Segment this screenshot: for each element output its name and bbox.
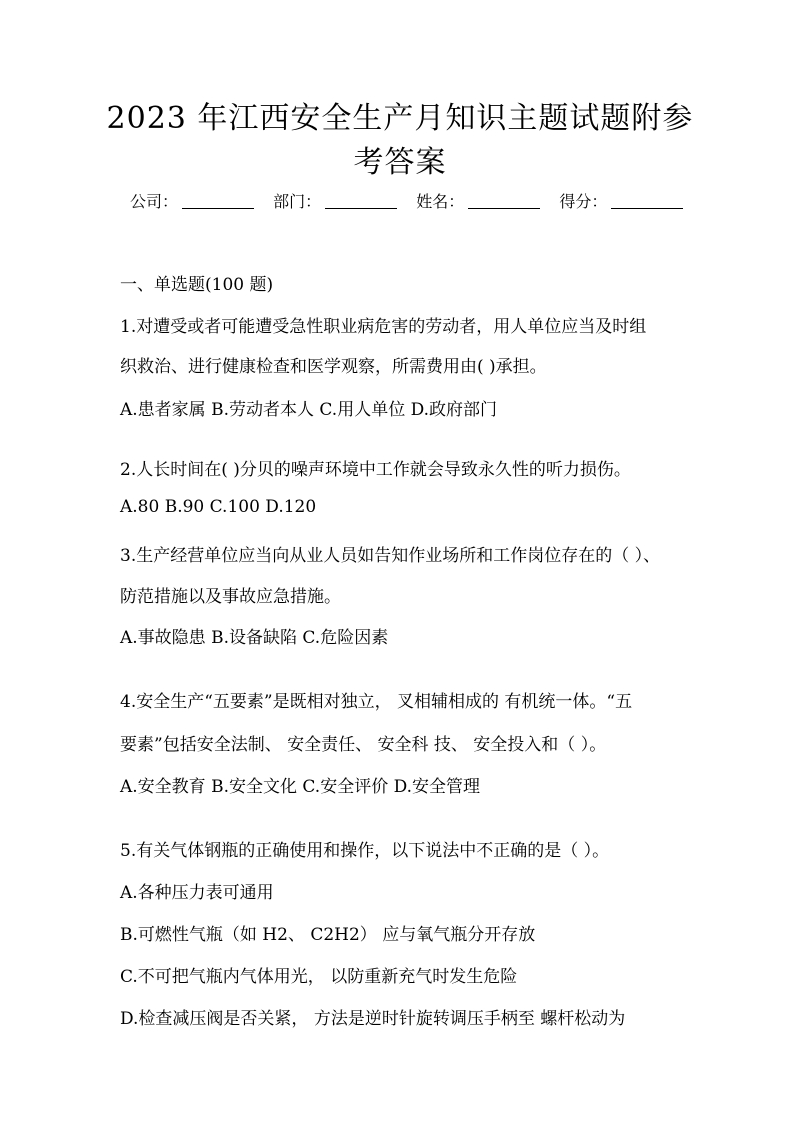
q4-text-line-1: 4.安全生产“五要素”是既相对独立， 叉相辅相成的 有机统一体。“五 <box>120 692 633 712</box>
q5-option-c: C.不可把气瓶内气体用光， 以防重新充气时发生危险 <box>120 967 518 987</box>
department-label: 部门： <box>273 192 322 211</box>
company-blank <box>182 194 254 209</box>
score-blank <box>611 194 683 209</box>
name-blank <box>468 194 540 209</box>
q3-text-line-2: 防范措施以及事故应急措施。 <box>120 587 341 607</box>
info-fields <box>130 192 690 212</box>
score-field <box>559 192 683 212</box>
q1-text-line-1: 1.对遭受或者可能遭受急性职业病危害的劳动者，用人单位应当及时组 <box>120 317 647 337</box>
q1-options: A.患者家属 B.劳动者本人 C.用人单位 D.政府部门 <box>120 400 498 420</box>
q5-option-d: D.检查减压阀是否关紧， 方法是逆时针旋转调压手柄至 螺杆松动为 <box>120 1009 626 1029</box>
department-blank <box>325 194 397 209</box>
q4-text-line-2: 要素”包括安全法制、 安全责任、 安全科 技、 安全投入和（ ）。 <box>120 735 607 755</box>
q3-options: A.事故隐患 B.设备缺陷 C.危险因素 <box>120 628 389 648</box>
q4-options: A.安全教育 B.安全文化 C.安全评价 D.安全管理 <box>120 777 481 797</box>
score-label: 得分： <box>559 192 608 211</box>
department-field <box>273 192 397 212</box>
document-title-line-2: 考答案 <box>353 145 447 180</box>
name-label: 姓名： <box>416 192 465 211</box>
name-field <box>416 192 540 212</box>
q2-options: A.80 B.90 C.100 D.120 <box>120 497 317 517</box>
company-label: 公司： <box>130 192 179 211</box>
q2-text: 2.人长时间在( )分贝的噪声环境中工作就会导致永久性的听力损伤。 <box>120 460 631 480</box>
q5-option-b: B.可燃性气瓶（如 H2、 C2H2） 应与氧气瓶分开存放 <box>120 925 536 945</box>
q1-text-line-2: 织救治、进行健康检查和医学观察，所需费用由( )承担。 <box>120 357 547 377</box>
document-title-line-1: 2023 年江西安全生产月知识主题试题附参 <box>106 101 694 136</box>
q3-text-line-1: 3.生产经营单位应当向从业人员如告知作业场所和工作岗位存在的（ ）、 <box>120 546 661 566</box>
q5-option-a: A.各种压力表可通用 <box>120 883 274 903</box>
company-field <box>130 192 254 212</box>
section-heading: 一、单选题(100 题) <box>120 275 274 295</box>
q5-text: 5.有关气体钢瓶的正确使用和操作，以下说法中不正确的是（ ）。 <box>120 841 610 861</box>
